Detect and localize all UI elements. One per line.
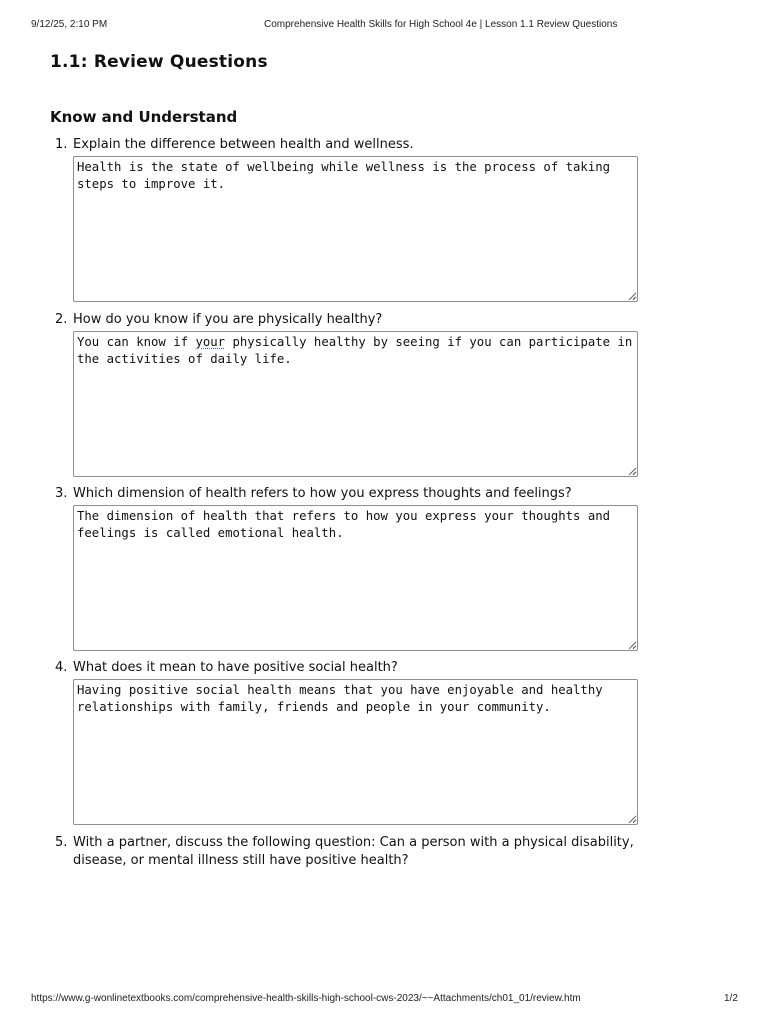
print-url: https://www.g-wonlinetextbooks.com/comprehensive-health-skills-high-school-cws-2023/~~Attachments/ch01_01/review.htm [31,993,581,1004]
page-indicator: 1/2 [724,993,738,1004]
answer-textarea-3[interactable] [73,505,638,651]
page-title: 1.1: Review Questions [50,52,268,72]
print-document-title: Comprehensive Health Skills for High School 4e | Lesson 1.1 Review Questions [264,19,618,30]
question-text: With a partner, discuss the following question: Can a person with a physical disability, disease, or mental illness still have positive health? [73,835,634,868]
print-datetime: 9/12/25, 2:10 PM [31,19,108,30]
section-heading: Know and Understand [50,108,238,126]
question-text: Explain the difference between health and wellness. [73,137,414,152]
resize-grip-icon[interactable] [629,816,636,823]
answer-textarea-4[interactable] [73,679,638,825]
spellcheck-flagged-word[interactable]: your [195,335,226,349]
answer-text: Health is the state of wellbeing while wellness is the process of taking steps to improve it. [77,160,611,191]
answer-text: You can know if your physically healthy by seeing if you can participate in the activities of daily life. [77,335,633,366]
print-header [0,19,768,33]
print-footer [0,993,768,1007]
answer-text: The dimension of health that refers to how you express your thoughts and feelings is called emotional health. [77,509,611,540]
question-number: 4. [55,660,68,675]
answer-textarea-2[interactable] [73,331,638,477]
question-number: 2. [55,312,68,327]
answer-text: Having positive social health means that you have enjoyable and healthy relationships with family, friends and people in your community. [77,683,603,714]
resize-grip-icon[interactable] [629,468,636,475]
answer-textarea-1[interactable] [73,156,638,302]
resize-grip-icon[interactable] [629,293,636,300]
question-text: Which dimension of health refers to how you express thoughts and feelings? [73,486,572,501]
question-number: 1. [55,137,68,152]
question-text: What does it mean to have positive social health? [73,660,398,675]
question-text: How do you know if you are physically healthy? [73,312,383,327]
resize-grip-icon[interactable] [629,642,636,649]
question-number: 3. [55,486,68,501]
question-number: 5. [55,835,68,850]
